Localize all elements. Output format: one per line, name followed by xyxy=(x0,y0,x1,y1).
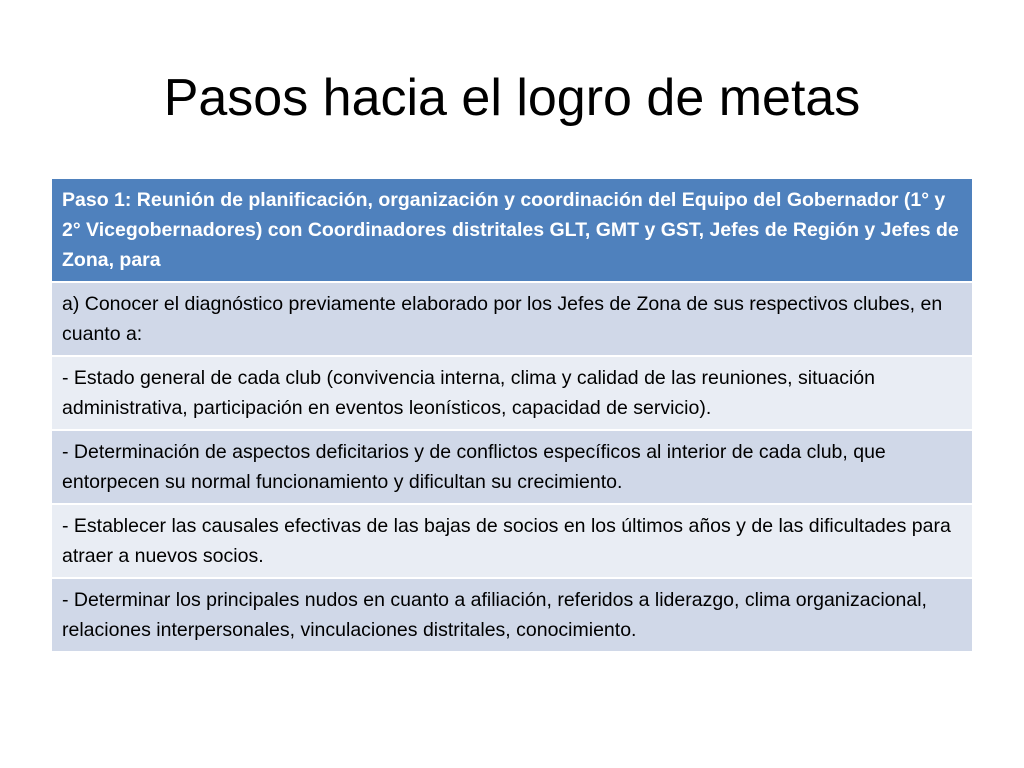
steps-table xyxy=(52,179,972,653)
table-row xyxy=(52,356,972,430)
table-cell: a) Conocer el diagnóstico previamente elaborado por los Jefes de Zona de sus respectivos clubes, en cuanto a: xyxy=(52,282,972,356)
table-cell: - Establecer las causales efectivas de las bajas de socios en los últimos años y de las dificultades para atraer a nuevos socios. xyxy=(52,504,972,578)
table-row xyxy=(52,430,972,504)
slide-title: Pasos hacia el logro de metas xyxy=(163,69,861,127)
table-row xyxy=(52,578,972,652)
table-header-cell: Paso 1: Reunión de planificación, organización y coordinación del Equipo del Gobernador (1° y 2° Vicegobernadores) con Coordinadores distritales GLT, GMT y GST, Jefes de Región y Jefes de Zona, para xyxy=(52,179,972,282)
table-row xyxy=(52,282,972,356)
table-header-row xyxy=(52,179,972,282)
table-cell: - Determinar los principales nudos en cuanto a afiliación, referidos a liderazgo, clima organizacional, relaciones interpersonales, vinculaciones distritales, conocimiento. xyxy=(52,578,972,652)
table-cell: - Estado general de cada club (convivencia interna, clima y calidad de las reuniones, situación administrativa, participación en eventos leonísticos, capacidad de servicio). xyxy=(52,356,972,430)
table-row xyxy=(52,504,972,578)
table-cell: - Determinación de aspectos deficitarios y de conflictos específicos al interior de cada club, que entorpecen su normal funcionamiento y dificultan su crecimiento. xyxy=(52,430,972,504)
